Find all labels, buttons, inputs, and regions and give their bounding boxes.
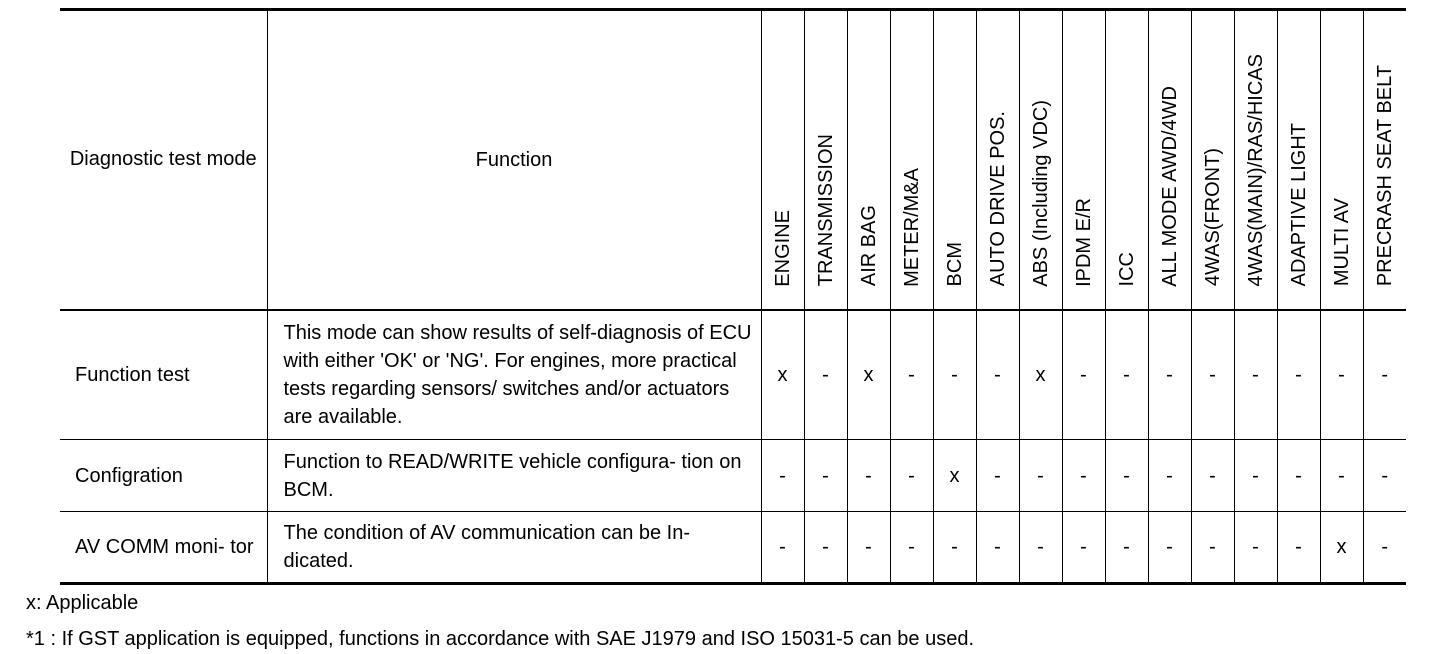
applicability-cell: - bbox=[1191, 310, 1234, 440]
applicability-cell: - bbox=[1019, 512, 1062, 584]
header-system-transmission bbox=[804, 10, 847, 310]
applicability-cell: - bbox=[1191, 440, 1234, 512]
applicability-cell: - bbox=[1363, 310, 1406, 440]
applicability-cell: - bbox=[890, 310, 933, 440]
header-system-meter bbox=[890, 10, 933, 310]
applicability-cell: - bbox=[1191, 512, 1234, 584]
header-system-multi-av bbox=[1320, 10, 1363, 310]
header-system-adaptive-light bbox=[1277, 10, 1320, 310]
system-label: BCM bbox=[943, 242, 966, 287]
applicability-cell: - bbox=[976, 440, 1019, 512]
applicability-cell: x bbox=[1019, 310, 1062, 440]
applicability-cell: - bbox=[976, 512, 1019, 584]
mode-cell: Configration bbox=[60, 440, 267, 512]
applicability-cell: - bbox=[890, 512, 933, 584]
applicability-cell: - bbox=[1062, 310, 1105, 440]
applicability-cell: x bbox=[1320, 512, 1363, 584]
function-cell: The condition of AV communication can be In- dicated. bbox=[267, 512, 761, 584]
header-system-engine bbox=[761, 10, 804, 310]
mode-cell: AV COMM moni- tor bbox=[60, 512, 267, 584]
header-system-air-bag bbox=[847, 10, 890, 310]
header-system-ipdm bbox=[1062, 10, 1105, 310]
applicability-cell: - bbox=[1234, 310, 1277, 440]
system-label: PRECRASH SEAT BELT bbox=[1373, 65, 1396, 287]
applicability-cell: - bbox=[1148, 512, 1191, 584]
applicability-cell: - bbox=[1363, 440, 1406, 512]
applicability-cell: - bbox=[804, 440, 847, 512]
applicability-cell: - bbox=[1234, 512, 1277, 584]
header-system-all-mode-awd bbox=[1148, 10, 1191, 310]
applicability-cell: - bbox=[1062, 512, 1105, 584]
applicability-cell: - bbox=[1105, 310, 1148, 440]
table-header-row bbox=[60, 10, 1406, 310]
applicability-cell: x bbox=[847, 310, 890, 440]
applicability-cell: - bbox=[1105, 440, 1148, 512]
applicability-cell: - bbox=[933, 310, 976, 440]
header-diagnostic-test-mode: Diagnostic test mode bbox=[60, 10, 267, 310]
applicability-cell: - bbox=[1320, 310, 1363, 440]
applicability-cell: - bbox=[1062, 440, 1105, 512]
applicability-cell: - bbox=[1363, 512, 1406, 584]
system-label: ALL MODE AWD/4WD bbox=[1158, 85, 1181, 287]
header-system-auto-drive-pos bbox=[976, 10, 1019, 310]
table-row bbox=[60, 440, 1406, 512]
system-label: ABS (Including VDC) bbox=[1029, 99, 1052, 287]
applicability-cell: - bbox=[1019, 440, 1062, 512]
system-label: 4WAS(MAIN)/RAS/HICAS bbox=[1244, 53, 1267, 287]
applicability-cell: - bbox=[761, 440, 804, 512]
applicability-cell: - bbox=[1148, 310, 1191, 440]
applicability-cell: - bbox=[804, 310, 847, 440]
applicability-cell: - bbox=[1234, 440, 1277, 512]
system-label: AIR BAG bbox=[857, 205, 880, 287]
system-label: ENGINE bbox=[771, 209, 794, 287]
applicability-cell: x bbox=[761, 310, 804, 440]
system-label: TRANSMISSION bbox=[814, 134, 837, 287]
applicability-cell: - bbox=[804, 512, 847, 584]
applicability-cell: - bbox=[1277, 512, 1320, 584]
applicability-cell: x bbox=[933, 440, 976, 512]
applicability-cell: - bbox=[1148, 440, 1191, 512]
system-label: ADAPTIVE LIGHT bbox=[1287, 123, 1310, 287]
system-label: AUTO DRIVE POS. bbox=[986, 111, 1009, 287]
table-row bbox=[60, 512, 1406, 584]
header-system-4was-main bbox=[1234, 10, 1277, 310]
mode-cell: Function test bbox=[60, 310, 267, 440]
diagnostic-mode-table bbox=[60, 8, 1406, 585]
applicability-cell: - bbox=[847, 512, 890, 584]
applicability-cell: - bbox=[890, 440, 933, 512]
applicability-cell: - bbox=[761, 512, 804, 584]
applicability-cell: - bbox=[1105, 512, 1148, 584]
legend-note: x: Applicable bbox=[26, 592, 139, 614]
header-function: Function bbox=[267, 10, 761, 310]
header-system-4was-front bbox=[1191, 10, 1234, 310]
system-label: MULTI AV bbox=[1330, 198, 1353, 287]
applicability-cell: - bbox=[847, 440, 890, 512]
table-row bbox=[60, 310, 1406, 440]
applicability-cell: - bbox=[1277, 440, 1320, 512]
applicability-cell: - bbox=[976, 310, 1019, 440]
function-cell: This mode can show results of self-diagnosis of ECU with either 'OK' or 'NG'. For engines, more practical tests regarding sensors/ switches and/or actuators are available. bbox=[267, 310, 761, 440]
system-label: ICC bbox=[1115, 252, 1138, 287]
system-label: IPDM E/R bbox=[1072, 197, 1095, 287]
system-label: METER/M&A bbox=[900, 167, 923, 287]
applicability-cell: - bbox=[933, 512, 976, 584]
header-system-bcm bbox=[933, 10, 976, 310]
header-system-precrash-seat-belt bbox=[1363, 10, 1406, 310]
applicability-cell: - bbox=[1277, 310, 1320, 440]
header-system-abs bbox=[1019, 10, 1062, 310]
applicability-cell: - bbox=[1320, 440, 1363, 512]
system-label: 4WAS(FRONT) bbox=[1201, 148, 1224, 287]
header-system-icc bbox=[1105, 10, 1148, 310]
footnote: *1 : If GST application is equipped, functions in accordance with SAE J1979 and ISO 15031-5 can be used. bbox=[26, 628, 975, 650]
function-cell: Function to READ/WRITE vehicle configura- tion on BCM. bbox=[267, 440, 761, 512]
